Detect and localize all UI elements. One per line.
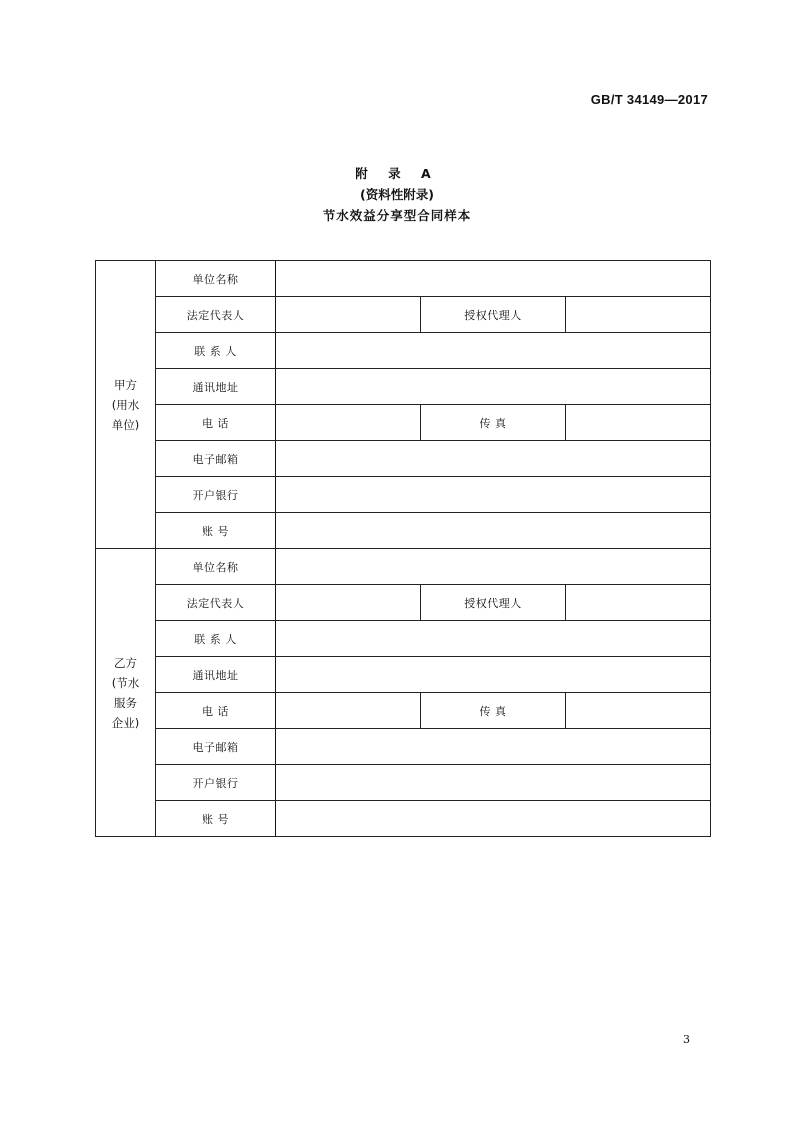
appendix-title: 附 录 A	[355, 166, 439, 181]
party-a-bank-field[interactable]	[276, 477, 711, 513]
party-a-line2: (用水	[111, 397, 140, 412]
party-a-header	[96, 261, 156, 549]
party-b-authorized-agent-label: 授权代理人	[421, 585, 566, 621]
party-a-address-field[interactable]	[276, 369, 711, 405]
party-a-row-email	[96, 441, 711, 477]
party-b-line2: (节水	[111, 675, 140, 690]
party-b-line3: 服务	[114, 695, 137, 710]
party-b-row-phone	[96, 693, 711, 729]
party-a-legal-rep-field[interactable]	[276, 297, 421, 333]
party-a-row-bank	[96, 477, 711, 513]
party-b-bank-field[interactable]	[276, 765, 711, 801]
party-b-header	[96, 549, 156, 837]
party-b-fax-field[interactable]	[566, 693, 711, 729]
party-b-bank-label: 开户银行	[156, 765, 276, 801]
party-b-row-email	[96, 729, 711, 765]
party-a-address-label: 通讯地址	[156, 369, 276, 405]
party-b-row-contact	[96, 621, 711, 657]
contract-title: 节水效益分享型合同样本	[322, 208, 472, 223]
party-a-bank-label: 开户银行	[156, 477, 276, 513]
party-b-phone-field[interactable]	[276, 693, 421, 729]
party-b-fax-label: 传 真	[421, 693, 566, 729]
party-a-phone-field[interactable]	[276, 405, 421, 441]
party-b-row-legal-rep	[96, 585, 711, 621]
party-b-phone-label: 电 话	[156, 693, 276, 729]
party-a-line1: 甲方	[114, 377, 137, 392]
party-b-row-unit-name	[96, 549, 711, 585]
party-b-row-address	[96, 657, 711, 693]
party-a-line3: 单位)	[111, 417, 140, 432]
party-b-authorized-agent-field[interactable]	[566, 585, 711, 621]
party-a-email-label: 电子邮箱	[156, 441, 276, 477]
party-a-phone-label: 电 话	[156, 405, 276, 441]
standard-code: GB/T 34149—2017	[590, 92, 708, 107]
party-a-unit-name-label: 单位名称	[156, 261, 276, 297]
party-a-email-field[interactable]	[276, 441, 711, 477]
party-b-address-label: 通讯地址	[156, 657, 276, 693]
party-a-row-unit-name	[96, 261, 711, 297]
party-b-legal-rep-label: 法定代表人	[156, 585, 276, 621]
party-b-row-bank	[96, 765, 711, 801]
party-b-address-field[interactable]	[276, 657, 711, 693]
party-b-account-label: 账 号	[156, 801, 276, 837]
party-a-unit-name-field[interactable]	[276, 261, 711, 297]
party-b-account-field[interactable]	[276, 801, 711, 837]
party-a-legal-rep-label: 法定代表人	[156, 297, 276, 333]
party-a-account-label: 账 号	[156, 513, 276, 549]
party-a-row-legal-rep	[96, 297, 711, 333]
party-a-row-address	[96, 369, 711, 405]
party-a-contact-label: 联 系 人	[156, 333, 276, 369]
party-b-line4: 企业)	[111, 715, 140, 730]
party-b-line1: 乙方	[114, 655, 137, 670]
page-number: 3	[683, 1033, 690, 1046]
party-b-row-account	[96, 801, 711, 837]
party-info-table	[95, 260, 711, 837]
party-b-email-label: 电子邮箱	[156, 729, 276, 765]
party-a-row-phone	[96, 405, 711, 441]
party-a-fax-label: 传 真	[421, 405, 566, 441]
party-a-fax-field[interactable]	[566, 405, 711, 441]
party-b-unit-name-label: 单位名称	[156, 549, 276, 585]
appendix-note: (资料性附录)	[360, 187, 434, 202]
party-a-row-account	[96, 513, 711, 549]
party-a-row-contact	[96, 333, 711, 369]
party-b-legal-rep-field[interactable]	[276, 585, 421, 621]
party-b-contact-label: 联 系 人	[156, 621, 276, 657]
party-a-account-field[interactable]	[276, 513, 711, 549]
party-b-contact-field[interactable]	[276, 621, 711, 657]
party-b-email-field[interactable]	[276, 729, 711, 765]
party-a-authorized-agent-field[interactable]	[566, 297, 711, 333]
party-a-authorized-agent-label: 授权代理人	[421, 297, 566, 333]
party-b-unit-name-field[interactable]	[276, 549, 711, 585]
party-a-contact-field[interactable]	[276, 333, 711, 369]
